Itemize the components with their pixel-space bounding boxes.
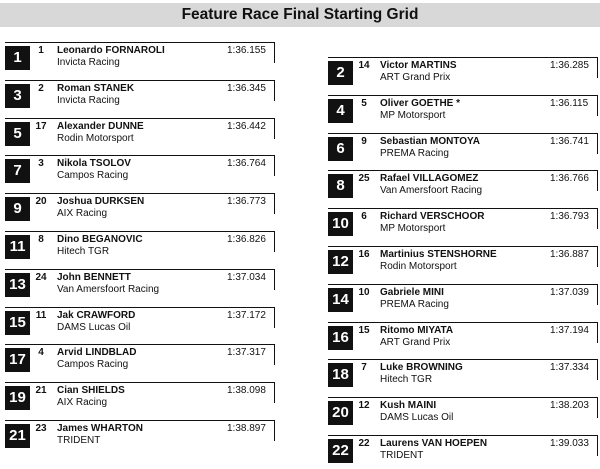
slot-right-line <box>274 307 275 328</box>
team-name: MP Motorsport <box>380 223 446 235</box>
driver-name: James WHARTON <box>57 423 143 434</box>
driver-name: Jak CRAWFORD <box>57 309 136 321</box>
driver-name: Joshua DURKSEN <box>57 196 145 208</box>
grid-position: 4 <box>328 99 353 123</box>
slot-right-line <box>597 133 598 154</box>
car-number: 9 <box>361 135 367 147</box>
qualifying-time: 1:37.334 <box>550 362 589 374</box>
grid-slot <box>5 118 275 152</box>
slot-right-line <box>274 118 275 139</box>
slot-top-line <box>328 170 598 171</box>
grid-position: 16 <box>328 326 353 350</box>
grid-slot <box>5 307 275 341</box>
slot-top-line <box>328 322 598 323</box>
qualifying-time: 1:36.741 <box>550 135 589 147</box>
grid-slot <box>328 397 598 431</box>
team-name: AIX Racing <box>57 208 108 220</box>
qualifying-time: 1:36.766 <box>550 173 589 185</box>
slot-top-line <box>5 344 275 345</box>
slot-right-line <box>274 42 275 63</box>
car-number: 14 <box>358 60 370 71</box>
grid-slot <box>328 322 598 356</box>
car-number: 2 <box>38 82 44 94</box>
slot-top-line <box>5 420 275 421</box>
slot-top-line <box>328 435 598 436</box>
slot-top-line <box>328 133 598 134</box>
slot-top-line <box>5 155 275 156</box>
car-number: 17 <box>35 120 47 132</box>
team-name: Van Amersfoort Racing <box>380 185 483 197</box>
qualifying-time: 1:36.773 <box>227 196 266 208</box>
driver-name: Ritomo MIYATA <box>380 324 454 336</box>
slot-top-line <box>328 246 598 247</box>
slot-right-line <box>274 269 275 290</box>
team-name: Hitech TGR <box>57 246 110 257</box>
slot-right-line <box>597 57 598 78</box>
driver-name: Martinius STENSHORNE <box>380 249 497 260</box>
team-name: PREMA Racing <box>380 147 449 159</box>
qualifying-time: 1:37.039 <box>550 286 589 298</box>
slot-top-line <box>5 382 275 383</box>
car-number: 5 <box>361 97 367 109</box>
grid-slot <box>328 284 598 318</box>
car-number: 4 <box>38 347 44 359</box>
driver-name: Rafael VILLAGOMEZ <box>380 173 479 185</box>
slot-top-line <box>328 95 598 96</box>
slot-top-line <box>328 208 598 209</box>
grid-position: 6 <box>328 137 353 161</box>
grid-slot <box>5 231 275 265</box>
slot-top-line <box>328 359 598 360</box>
car-number: 10 <box>358 286 370 298</box>
slot-top-line <box>5 80 275 81</box>
grid-position: 3 <box>5 84 30 108</box>
slot-right-line <box>597 284 598 305</box>
slot-right-line <box>597 246 598 267</box>
car-number: 1 <box>38 45 44 56</box>
car-number: 22 <box>358 438 370 449</box>
grid-slot <box>5 42 275 76</box>
slot-top-line <box>328 284 598 285</box>
grid-slot <box>328 170 598 204</box>
slot-top-line <box>328 397 598 398</box>
qualifying-time: 1:39.033 <box>550 438 589 449</box>
slot-top-line <box>5 42 275 43</box>
slot-right-line <box>274 80 275 101</box>
title-bar <box>0 3 600 27</box>
grid-position: 11 <box>5 235 30 259</box>
driver-name: Oliver GOETHE * <box>380 97 461 109</box>
slot-right-line <box>597 359 598 380</box>
driver-name: Leonardo FORNAROLI <box>57 45 165 56</box>
qualifying-time: 1:37.317 <box>227 347 266 359</box>
slot-right-line <box>274 155 275 176</box>
driver-name: Alexander DUNNE <box>57 120 144 132</box>
qualifying-time: 1:38.203 <box>550 400 589 412</box>
slot-right-line <box>597 208 598 229</box>
team-name: ART Grand Prix <box>380 72 451 83</box>
team-name: DAMS Lucas Oil <box>57 321 131 333</box>
team-name: Rodin Motorsport <box>57 132 134 144</box>
car-number: 25 <box>358 173 370 185</box>
grid-position: 2 <box>328 61 353 85</box>
grid-slot <box>328 435 598 469</box>
grid-position: 8 <box>328 174 353 198</box>
car-number: 23 <box>35 423 47 434</box>
driver-name: Roman STANEK <box>57 82 135 94</box>
qualifying-time: 1:36.887 <box>550 249 589 260</box>
slot-top-line <box>5 193 275 194</box>
grid-position: 1 <box>5 46 30 70</box>
grid-position: 19 <box>5 386 30 410</box>
slot-top-line <box>5 269 275 270</box>
qualifying-time: 1:37.172 <box>227 309 266 321</box>
car-number: 20 <box>35 196 47 208</box>
car-number: 12 <box>358 400 370 412</box>
team-name: Hitech TGR <box>380 374 433 386</box>
driver-name: Laurens VAN HOEPEN <box>380 438 488 449</box>
slot-right-line <box>274 382 275 403</box>
qualifying-time: 1:36.345 <box>227 82 266 94</box>
grid-slot <box>328 359 598 393</box>
qualifying-time: 1:36.793 <box>550 211 589 223</box>
slot-right-line <box>274 231 275 252</box>
slot-right-line <box>274 420 275 441</box>
driver-name: Sebastian MONTOYA <box>380 135 481 147</box>
qualifying-time: 1:37.034 <box>227 271 266 283</box>
qualifying-time: 1:37.194 <box>550 324 589 336</box>
car-number: 16 <box>358 249 370 260</box>
team-name: AIX Racing <box>57 397 108 409</box>
car-number: 24 <box>35 271 47 283</box>
slot-right-line <box>274 344 275 365</box>
driver-name: John BENNETT <box>57 271 131 283</box>
team-name: Invicta Racing <box>57 94 120 106</box>
grid-position: 18 <box>328 363 353 387</box>
team-name: Campos Racing <box>57 170 129 182</box>
grid-position: 14 <box>328 288 353 312</box>
driver-name: Richard VERSCHOOR <box>380 211 485 223</box>
driver-name: Luke BROWNING <box>380 362 463 374</box>
grid-slot <box>5 155 275 189</box>
grid-position: 17 <box>5 348 30 372</box>
qualifying-time: 1:36.115 <box>550 97 589 109</box>
driver-name: Cian SHIELDS <box>57 385 125 397</box>
slot-top-line <box>328 57 598 58</box>
car-number: 7 <box>361 362 367 374</box>
team-name: Rodin Motorsport <box>380 261 457 272</box>
grid-position: 20 <box>328 401 353 425</box>
grid-slot <box>328 246 598 280</box>
grid-slot <box>328 57 598 91</box>
car-number: 11 <box>35 309 47 321</box>
slot-right-line <box>597 322 598 343</box>
slot-top-line <box>5 307 275 308</box>
slot-right-line <box>597 95 598 116</box>
grid-position: 21 <box>5 424 30 448</box>
driver-name: Nikola TSOLOV <box>57 158 131 170</box>
grid-position: 9 <box>5 197 30 221</box>
team-name: MP Motorsport <box>380 109 446 121</box>
grid-position: 22 <box>328 439 353 463</box>
team-name: Van Amersfoort Racing <box>57 283 160 295</box>
qualifying-time: 1:36.285 <box>550 60 589 71</box>
slot-right-line <box>597 397 598 418</box>
grid-position: 7 <box>5 159 30 183</box>
grid-slot <box>328 133 598 167</box>
slot-right-line <box>274 193 275 214</box>
qualifying-time: 1:36.826 <box>227 234 266 245</box>
grid-slot <box>5 420 275 454</box>
driver-name: Gabriele MINI <box>380 286 444 298</box>
driver-name: Victor MARTINS <box>380 60 457 71</box>
driver-name: Dino BEGANOVIC <box>57 234 143 245</box>
qualifying-time: 1:36.155 <box>227 45 266 56</box>
car-number: 15 <box>358 324 370 336</box>
slot-top-line <box>5 118 275 119</box>
grid-position: 10 <box>328 212 353 236</box>
team-name: PREMA Racing <box>380 298 449 310</box>
grid-slot <box>328 208 598 242</box>
car-number: 8 <box>38 234 44 245</box>
team-name: TRIDENT <box>380 450 424 461</box>
grid-slot <box>5 344 275 378</box>
grid-slot <box>5 80 275 114</box>
car-number: 6 <box>361 211 367 223</box>
driver-name: Kush MAINI <box>380 400 437 412</box>
qualifying-time: 1:38.098 <box>227 385 266 397</box>
team-name: ART Grand Prix <box>380 336 451 348</box>
driver-name: Arvid LINDBLAD <box>57 347 137 359</box>
page-title: Feature Race Final Starting Grid <box>181 6 419 23</box>
slot-right-line <box>597 170 598 191</box>
slot-top-line <box>5 231 275 232</box>
grid-slot <box>5 382 275 416</box>
qualifying-time: 1:36.442 <box>227 120 266 132</box>
car-number: 21 <box>35 385 47 397</box>
grid-slot <box>5 193 275 227</box>
grid-position: 12 <box>328 250 353 274</box>
grid-position: 15 <box>5 311 30 335</box>
slot-right-line <box>597 435 598 456</box>
grid-slot <box>5 269 275 303</box>
team-name: Campos Racing <box>57 359 129 371</box>
qualifying-time: 1:36.764 <box>227 158 266 170</box>
grid-slot <box>328 95 598 129</box>
team-name: TRIDENT <box>57 435 101 446</box>
team-name: DAMS Lucas Oil <box>380 412 454 424</box>
team-name: Invicta Racing <box>57 57 120 68</box>
qualifying-time: 1:38.897 <box>227 423 266 434</box>
car-number: 3 <box>38 158 44 170</box>
grid-position: 13 <box>5 273 30 297</box>
grid-position: 5 <box>5 122 30 146</box>
